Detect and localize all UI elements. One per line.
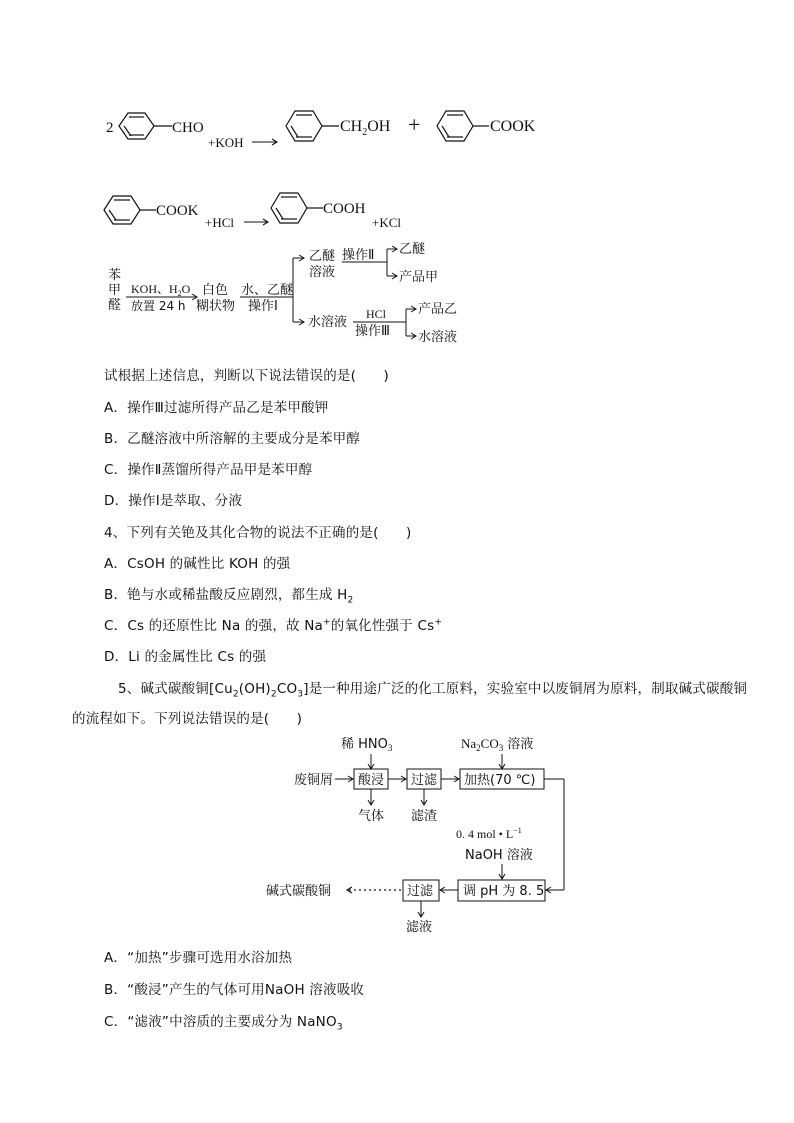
question-3-option-c[interactable]: C．操作Ⅱ蒸馏所得产品甲是苯甲醇 xyxy=(104,462,313,478)
question-4-option-b[interactable] xyxy=(104,583,353,606)
hcl-reagent: HCl xyxy=(366,307,387,321)
plus-hcl: +HCl xyxy=(205,215,235,230)
arrow-icon xyxy=(441,776,459,782)
dilute-nitric-acid: 稀 $HNO_3$ xyxy=(341,737,393,753)
arrow-icon xyxy=(335,776,353,782)
operation-2-label: 操作Ⅱ xyxy=(342,248,375,263)
ether-solution-2: 溶液 xyxy=(309,265,336,280)
acid-leach-label: 酸浸 xyxy=(358,773,385,788)
plus-koh: +KOH xyxy=(208,135,244,150)
start-char-3: 醛 xyxy=(108,298,122,313)
question-4-option-c[interactable] xyxy=(104,614,442,634)
paste-label-1: 白色 xyxy=(202,283,229,298)
question-4-stem: 4、下列有关铯及其化合物的说法不正确的是( ) xyxy=(104,525,412,541)
benzene-ring-icon xyxy=(271,193,323,223)
filter-2-label: 过滤 xyxy=(407,884,434,899)
sodium-carbonate-solution: $Na_2CO_3$ 溶液 xyxy=(461,736,534,753)
benzene-ring-icon xyxy=(104,196,156,224)
water-output: 水溶液 xyxy=(418,330,458,345)
coefficient: 2 xyxy=(106,120,114,136)
copper-scrap: 废铜屑 xyxy=(294,773,334,788)
option-c-text-1: C．Cs 的还原性比 Na 的强，故 Na xyxy=(104,618,323,634)
ether-solution-1: 乙醚 xyxy=(309,249,336,264)
dotted-arrow-icon xyxy=(347,887,401,893)
aldehyde-group: CHO xyxy=(172,120,204,136)
question-5-stem-line-2: 的流程如下。下列说法错误的是( ) xyxy=(72,711,303,727)
stem-part: 5、碱式碳酸铜[Cu xyxy=(118,681,233,697)
stem-part: (OH) xyxy=(238,681,271,697)
filtrate-output: 滤液 xyxy=(406,920,433,935)
flowchart-benzaldehyde xyxy=(0,238,794,348)
option-c-text: C．“滤液”中溶质的主要成分为 NaNO xyxy=(104,1014,337,1030)
question-3-option-a[interactable]: A．操作Ⅲ过滤所得产品乙是苯甲酸钾 xyxy=(104,400,329,416)
plus-kcl: +KCl xyxy=(372,215,402,230)
subscript: 2 xyxy=(232,689,239,700)
stem-part: CO xyxy=(276,681,298,697)
stem-part: ]是一种用途广泛的化工原料，实验室中以废铜屑为原料，制取碱式碳酸铜 xyxy=(303,681,748,697)
basic-copper-carbonate-product: 碱式碳酸铜 xyxy=(266,884,332,899)
question-5-option-b[interactable]: B．“酸浸”产生的气体可用NaOH 溶液吸收 xyxy=(104,982,365,998)
potassium-carboxylate-group: COOK xyxy=(490,118,536,135)
subscript: 3 xyxy=(336,1022,343,1033)
benzene-ring-icon xyxy=(437,111,489,141)
reaction-arrow-icon xyxy=(252,139,277,145)
arrow-icon xyxy=(499,864,505,879)
question-4-option-a[interactable]: A．CsOH 的碱性比 KOH 的强 xyxy=(104,556,291,572)
operation-1-label: 操作Ⅰ xyxy=(248,299,278,314)
arrow-icon xyxy=(368,754,505,769)
operation-1-reagent: 水、乙醚 xyxy=(241,283,294,298)
residue-output: 滤渣 xyxy=(411,809,438,824)
option-b-text: B．铯与水或稀盐酸反应剧烈，都生成 H xyxy=(104,587,348,603)
product-b-output: 产品乙 xyxy=(418,302,458,317)
naoh-concentration: 0. 4 mol • $L^{-1}$ xyxy=(456,826,522,841)
question-5-option-a[interactable]: A．“加热”步骤可选用水浴加热 xyxy=(104,950,293,966)
reaction-1-equation xyxy=(0,0,794,240)
ether-output: 乙醚 xyxy=(399,242,426,257)
subscript: 3 xyxy=(297,689,304,700)
filter-1-label: 过滤 xyxy=(411,773,438,788)
paste-label-2: 糊状物 xyxy=(196,299,236,314)
subscript: 2 xyxy=(270,689,277,700)
naoh-solution: NaOH 溶液 xyxy=(465,848,533,863)
benzene-ring-icon xyxy=(119,113,172,139)
carboxylic-acid-group: COOH xyxy=(323,201,366,217)
product-a-output: 产品甲 xyxy=(399,270,439,285)
question-4-option-d[interactable]: D．Li 的金属性比 Cs 的强 xyxy=(104,649,267,665)
operation-3-label: 操作Ⅲ xyxy=(355,324,390,339)
question-3-option-b[interactable]: B．乙醚溶液中所溶解的主要成分是苯甲醇 xyxy=(104,431,361,447)
arrow-icon xyxy=(418,901,424,917)
subscript: 2 xyxy=(347,595,354,606)
arrow-icon xyxy=(440,887,458,893)
adjust-ph-label: 调 pH 为 8. 5 xyxy=(463,884,545,899)
question-5-option-c[interactable] xyxy=(104,1010,343,1033)
start-char-1: 苯 xyxy=(108,268,122,283)
superscript: + xyxy=(323,617,331,628)
option-c-text-2: 的氧化性强于 Cs xyxy=(330,618,435,634)
reagent-top: KOH、$H_2O$ xyxy=(131,282,191,298)
question-5-stem-line-1 xyxy=(118,677,747,700)
benzene-ring-icon xyxy=(286,111,339,141)
question-3-stem: 试根据上述信息，判断以下说法错误的是( ) xyxy=(104,368,389,384)
superscript: + xyxy=(434,617,443,628)
aqueous-solution: 水溶液 xyxy=(308,315,348,330)
start-char-2: 甲 xyxy=(108,283,122,298)
potassium-carboxylate-group: COOK xyxy=(156,203,199,219)
reagent-bottom: 放置 24 h xyxy=(131,299,186,313)
plus-sign: + xyxy=(408,112,421,137)
question-3-option-d[interactable]: D．操作Ⅰ是萃取、分液 xyxy=(104,493,243,509)
reaction-arrow-icon xyxy=(244,219,268,225)
flowchart-basic-copper-carbonate xyxy=(0,728,794,938)
arrow-icon xyxy=(388,776,406,782)
heat-label: 加热(70 ℃) xyxy=(464,773,536,788)
benzyl-alcohol-group: $CH_2OH$ xyxy=(340,118,391,138)
gas-output: 气体 xyxy=(358,809,385,824)
